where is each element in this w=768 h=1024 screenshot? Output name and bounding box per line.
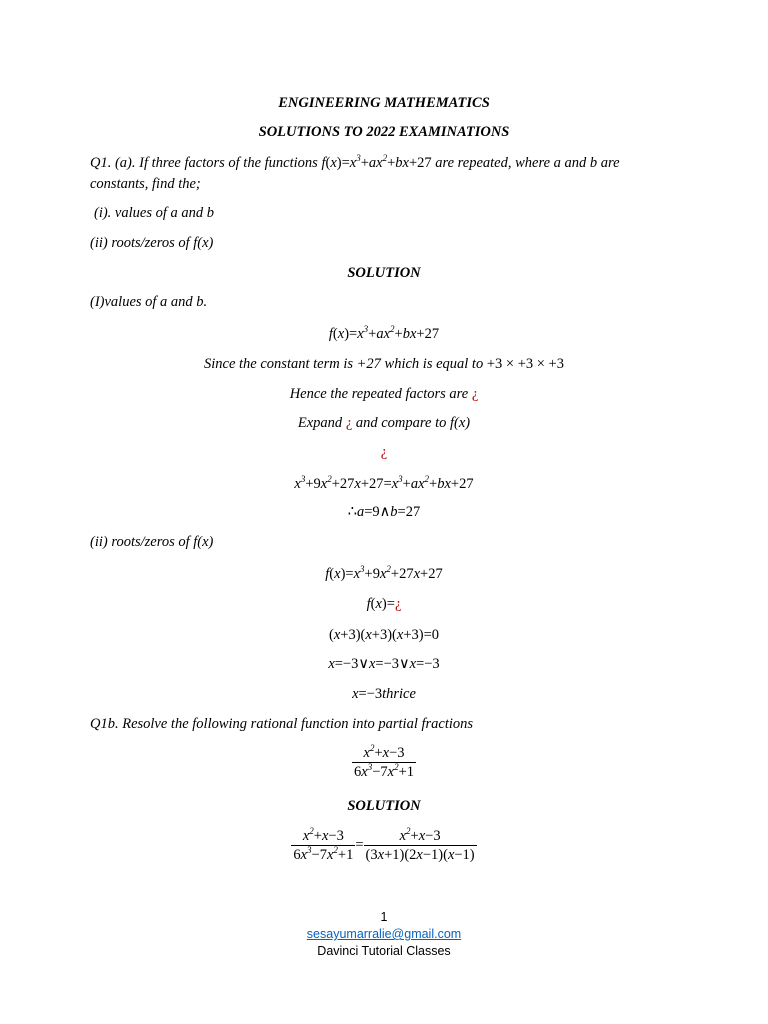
q1a-question-line1: [90, 154, 620, 172]
since-expr: +3 × +3 × +3: [486, 356, 564, 372]
rhs-numerator: $x^2+x-3$: [364, 827, 477, 846]
email-link[interactable]: sesayumarralie@gmail.com: [306, 927, 462, 941]
q1a-prefix: Q1. (a). If three factors of the functions: [90, 155, 318, 171]
lhs-fraction: [291, 827, 355, 864]
fraction-numerator: $x^2+x-3$: [352, 744, 416, 763]
q1b-equation: [0, 827, 768, 864]
missing-equation-glyph: ¿: [380, 444, 388, 460]
since-text: Since the constant term is +27 which is equal to: [204, 356, 484, 372]
q1a-part-ii: (ii) roots/zeros of f(x): [90, 235, 214, 251]
lhs-numerator: $x^2+x-3$: [291, 827, 355, 846]
solution-heading: SOLUTION: [347, 265, 421, 281]
rhs-denominator: (3x+1)(2x−1)(x−1): [365, 847, 475, 863]
part-ii-eq3: (x+3)(x+3)(x+3)=0: [328, 627, 440, 643]
document-subtitle: SOLUTIONS TO 2022 EXAMINATIONS: [258, 124, 510, 140]
part-ii-eq2: f(x)=¿: [366, 596, 402, 612]
part-ii-eq1: $f(x)=x^3+9x^2+27x+27$: [325, 564, 443, 582]
fraction-denominator: $6x^3-7x^2+1$: [354, 762, 414, 780]
q1b-solution-heading: SOLUTION: [347, 798, 421, 814]
part-ii-eq5: x=−3thrice: [352, 686, 416, 702]
part-ii-eq4: x=−3∨x=−3∨x=−3: [328, 656, 440, 672]
footer-email-row: [0, 926, 768, 942]
q1a-function: $f(x)=x^3+ax^2+bx+27$: [321, 153, 432, 171]
part-i-heading: (I)values of a and b.: [90, 294, 208, 310]
expand-line: [0, 414, 768, 432]
footer-org: Davinci Tutorial Classes: [317, 944, 451, 958]
missing-equation-line: [0, 443, 768, 461]
expand-text-a: Expand: [297, 415, 343, 431]
expand-text-b: and compare to f(x): [355, 415, 471, 431]
part-ii-heading: (ii) roots/zeros of f(x): [90, 534, 214, 550]
document-title: ENGINEERING MATHEMATICS: [278, 95, 490, 111]
q1a-question-line2: constants, find the;: [90, 176, 201, 192]
q1b-fraction: [0, 744, 768, 781]
rhs-fraction: [364, 827, 477, 864]
compare-equation: $x^3+9x^2+27x+27=x^3+ax^2+bx+27$: [294, 474, 474, 492]
fraction: [352, 744, 416, 781]
lhs-denominator: $6x^3-7x^2+1$: [293, 845, 354, 863]
q1a-part-i: (i). values of a and b: [94, 205, 215, 221]
hence-text: Hence the repeated factors are: [289, 386, 469, 402]
missing-equation-glyph: ¿: [345, 415, 353, 431]
q1a-suffix: are repeated, where a and b are: [435, 155, 620, 171]
since-line: [0, 355, 768, 373]
missing-equation-glyph: ¿: [471, 386, 479, 402]
missing-equation-glyph: ¿: [394, 596, 402, 612]
q1b-prompt: Q1b. Resolve the following rational function into partial fractions: [90, 716, 474, 732]
ab-result: ∴a=9∧b=27: [347, 504, 421, 520]
part-i-eq1: $f(x)=x^3+ax^2+bx+27$: [328, 324, 440, 342]
hence-line: [0, 385, 768, 403]
equals-sign: =: [355, 836, 364, 853]
page-number: 1: [380, 910, 388, 924]
